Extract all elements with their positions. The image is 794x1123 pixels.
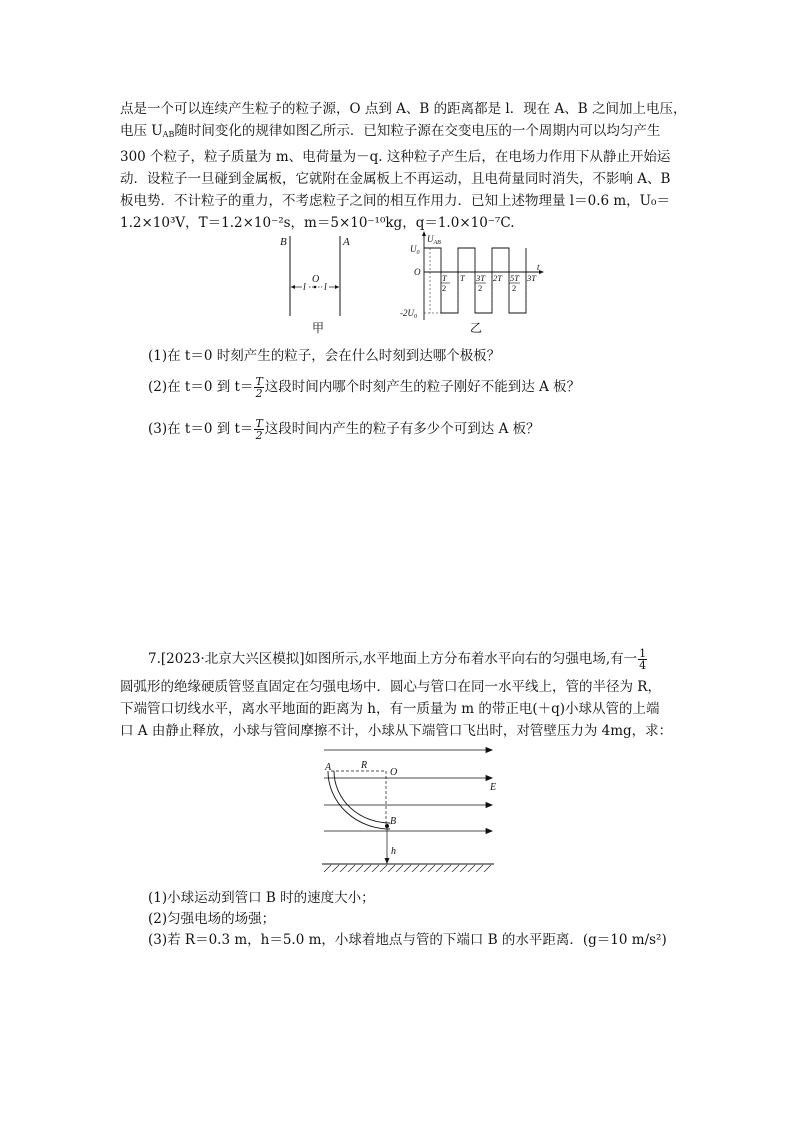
- label-b: B: [390, 816, 397, 827]
- frac-t-over-2-b: $\frac{T}{2}$: [255, 417, 263, 442]
- label-l-left: l: [303, 282, 306, 293]
- frac-one-quarter: $\frac{1}{4}$: [639, 647, 647, 672]
- svg-text:2: 2: [512, 283, 517, 293]
- q6-line-5: 板电势．不计粒子的重力，不考虑粒子之间的相互作用力．已知上述物理量 l＝0.6 m，U₀＝: [120, 193, 670, 209]
- q6-line-1: 点是一个可以连续产生粒子的粒子源，O 点到 A、B 的距离都是 l．现在 A、B 之间加上电压，: [120, 101, 687, 117]
- frac-t-over-2: $\frac{T}{2}$: [255, 375, 263, 400]
- label-o: O: [312, 274, 320, 285]
- svg-text:2: 2: [478, 283, 483, 293]
- q6-line-6: 1.2×10³V，T＝1.2×10⁻²s，m＝5×10⁻¹⁰kg，q＝1.0×10⁻⁷C.: [120, 215, 515, 231]
- label-a: A: [325, 762, 332, 773]
- figure-plates: [276, 232, 356, 336]
- caption-yi: 乙: [470, 321, 483, 335]
- label-e: E: [490, 782, 497, 793]
- label-l-right: l: [324, 282, 327, 293]
- q6-sub2: (2)在 t＝0 到 t＝ $\frac{T}{2}$ 这段时间内哪个时刻产生的粒子刚好不能到达 A 板？: [148, 375, 581, 400]
- q6-line-4: 动．设粒子一旦碰到金属板，它就附在金属板上不再运动，且电荷量同时消失，不影响 A、B: [120, 171, 671, 187]
- source-point: [314, 286, 317, 289]
- tick-3t: 3T: [527, 273, 536, 283]
- label-t: t: [537, 262, 540, 272]
- caption-jia: 甲: [312, 321, 325, 335]
- tube-inner: [334, 771, 390, 823]
- figure-tube-field: [318, 744, 498, 876]
- q7-line-1: 7.[2023·北京大兴区模拟]如图所示,水平地面上方分布着水平向右的匀强电场,有一 $\frac{1}{4}$: [148, 647, 647, 672]
- label-u0: $U_0$: [410, 244, 420, 256]
- label-uab: $U_{AB}$: [427, 234, 441, 246]
- tick-5t-half: 5T: [510, 273, 519, 283]
- q7-sub1: (1)小球运动到管口 B 时的速度大小；: [148, 890, 375, 906]
- svg-text:2: 2: [442, 283, 447, 293]
- problem-6-text: [120, 98, 687, 234]
- problem-7-text: [120, 676, 680, 742]
- figure-voltage-graph: [394, 230, 550, 338]
- label-a: A: [343, 236, 350, 248]
- tick-3t-half: 3T: [476, 273, 485, 283]
- label-r: R: [361, 760, 368, 771]
- q6-line-3: 300 个粒子，粒子质量为 m、电荷量为－q. 这种粒子产生后，在电场力作用下从静止开始运: [120, 149, 671, 165]
- q6-sub3: (3)在 t＝0 到 t＝ $\frac{T}{2}$ 这段时间内产生的粒子有多少个可到达 A 板？: [148, 417, 540, 442]
- q6-line-2: 电压 $U_{AB}$随时间变化的规律如图乙所示．已知粒子源在交变电压的一个周期内可以均匀产生: [120, 123, 661, 139]
- label-neg-2u0: $-2U_0$: [400, 308, 417, 320]
- q7-sub2: (2)匀强电场的场强；: [148, 911, 276, 927]
- q7-line-4: 口 A 由静止释放，小球与管间摩擦不计，小球从下端管口飞出时，对管壁压力为 4mg，求：: [120, 723, 673, 739]
- ball-b: [385, 824, 389, 828]
- q7-line-3: 下端管口切线水平，离水平地面的距离为 h，有一质量为 m 的带正电(＋q)小球从管的上端: [120, 701, 660, 717]
- q7-sub3: (3)若 R＝0.3 m，h＝5.0 m，小球着地点与管的下端口 B 的水平距离．(g＝10 m/s²): [148, 932, 667, 948]
- tick-t-half: T: [442, 273, 447, 283]
- tube-outer: [328, 771, 390, 829]
- tick-t: T: [460, 273, 465, 283]
- q7-line-2: 圆弧形的绝缘硬质管竖直固定在匀强电场中．圆心与管口在同一水平线上，管的半径为 R，: [120, 679, 661, 695]
- label-b: B: [280, 236, 287, 248]
- q6-sub1: (1)在 t＝0 时刻产生的粒子，会在什么时刻到达哪个极板？: [148, 348, 501, 364]
- label-origin: O: [414, 267, 421, 277]
- tick-2t: 2T: [493, 273, 502, 283]
- label-o: O: [390, 767, 398, 778]
- label-h: h: [391, 846, 396, 857]
